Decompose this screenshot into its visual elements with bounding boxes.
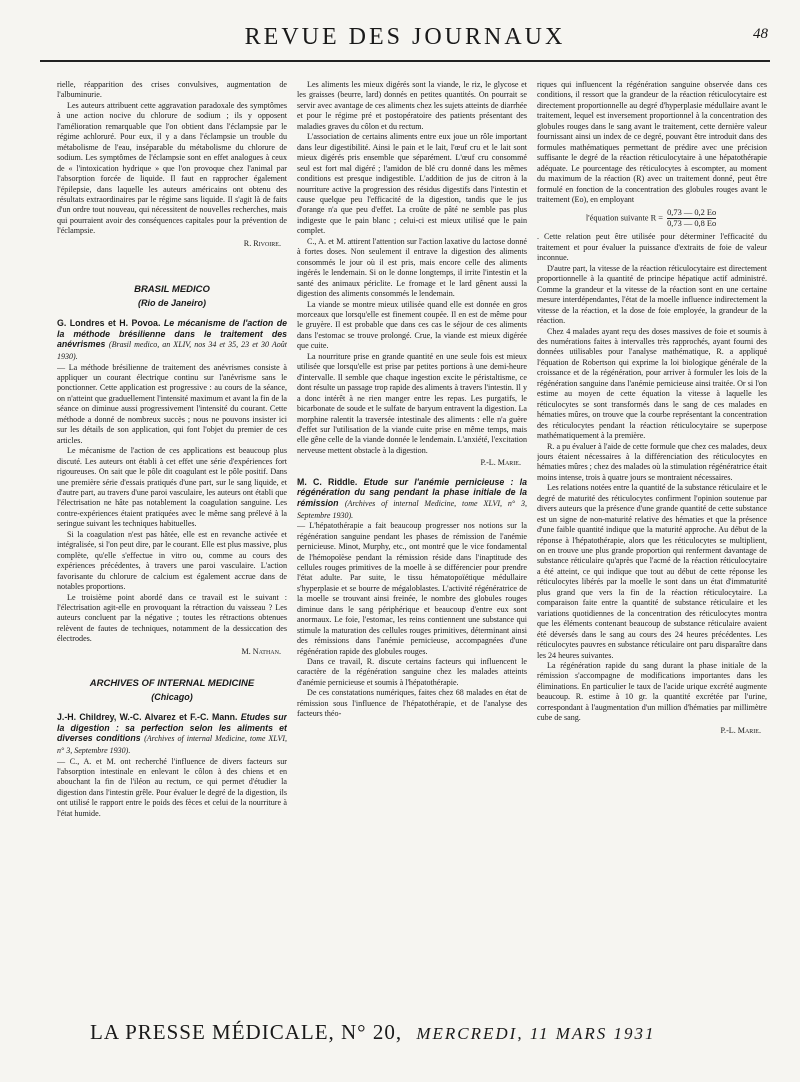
signature: R. Rivoire.	[243, 238, 281, 248]
equation-fraction	[667, 208, 716, 229]
source-journal-title: ARCHIVES OF INTERNAL MEDICINE	[89, 678, 255, 690]
equation	[537, 208, 767, 229]
paragraph: C., A. et M. attirent l'attention sur l'action laxative du lactose donné à fortes doses. Non seulement il entrave la digestion des aliments consommés le jour où il est pris, mais encore celle des aliments ingérés le lendemain. Si on le donne longtemps, il irrite l'intestin et la santé des animaux périclite. Le fromage et le lard gênent aussi la digestion des aliments consommés le lendemain.	[297, 236, 527, 299]
paragraph: — L'hépatothérapie a fait beaucoup progresser nos notions sur la régénération sanguine pendant les phases de rémission de l'anémie pernicieuse. Minot, Murphy, etc., ont montré que le vice fondamental de l'hémopoïèse pendant la rémission réside dans l'inaptitude des cellules rouges primitives de la moelle à se différencier pour prendre l'état adulte. Par suite, le tissu hématopoïétique médullaire s'hyperplasie et se bourre de mégaloblastes. L'activité régénératrice de la moelle se trouvant ainsi freinée, le nombre des globules rouges diminue dans le sang périphérique et beaucoup d'entre eux sont anormaux. Le foie, l'estomac, les reins contiennent une substance qui stimule la maturation des cellules rouges primitives, déterminant ainsi des rémissions dans l'anémie pernicieuse, accompagnées d'une régénération rapide des globules rouges.	[297, 521, 527, 656]
paragraph: riques qui influencent la régénération sanguine observée dans ces conditions, il ressort que la grandeur de la réaction réticulocytaire est directement proportionnelle au degré d'hyperplasie médullaire avant le traitement, lequel est inversement proportionnel à la concentration des globules rouges dans le sang avant le traitement, cette dernière valeur fournissant ainsi un index de ce degré, pouvant être introduit dans des formules mathématiques permettant de prédire avec une précision suffisante le degré de la réaction réticulocytaire à une hépatothérapie adéquate. Le pourcentage des réticulocytes à escompter, au moment du maximum de la réaction (R) avec un traitement donné, peut être formulé en fonction de la concentration des globules rouges avant le traitement (Eo), en employant	[537, 80, 767, 204]
article-heading	[57, 712, 287, 756]
signature: M. Nathan.	[241, 646, 281, 656]
paragraph: R. a pu évaluer à l'aide de cette formule que chez ces malades, deux jours étaient nécessaires à la différenciation des réticulocytes en hématies mûres ; chez des malades où la stimulation régénératrice était moins intense, trois à quatre jours se montraient nécessaires.	[537, 441, 767, 482]
paragraph: D'autre part, la vitesse de la réaction réticulocytaire est directement proportionnelle à la quantité de principe hépatique actif administré. Comme la grandeur et la vitesse de la réaction sont en une certaine mesure interdépendantes, l'état de la moelle influence indirectement la vitesse de la réaction, et la dose de foie employée, la grandeur de la réaction.	[537, 263, 767, 326]
paragraph: La nourriture prise en grande quantité en une seule fois est mieux utilisée que lorsqu'elle est prise par petites portions à une demi-heure d'intervalle. Il semble que chaque ingestion excite le péristaltisme, ce dont résulte un passage trop rapide des aliments à travers l'intestin. Il y a donc intérêt à ne rien manger entre les repas. Les purgatifs, le bicarbonate de soude et le sulfate de baryum entravent la digestion. La morphine ralentit la traversée intestinale des aliments : elle n'a guère d'effet sur l'utilisation de la viande cuite prise en même temps, mais elle gêne celle de la viande donnée le lendemain. L'anxiété, l'excitation nerveuse mettent obstacle à la digestion.	[297, 351, 527, 455]
article-reference: (Archives of internal Medicine, tome XLVI, n° 3, Septembre 1930).	[57, 734, 287, 755]
article-reference: (Brasil medico, an XLIV, nos 34 et 35, 23 et 30 Août 1930).	[57, 340, 287, 361]
paragraph: Dans ce travail, R. discute certains facteurs qui influencent le caractère de la régénération sanguine chez les malades atteints d'anémie pernicieuse et soumis à l'hépatothérapie.	[297, 657, 527, 687]
paragraph: De ces constatations numériques, faites chez 68 malades en état de rémission sous l'influence de l'hépatothérapie, et de l'analyse des facteurs théo-	[297, 688, 527, 719]
article-authors: M. C. Riddle.	[297, 476, 358, 487]
article-authors: G. Londres et H. Povoa.	[57, 318, 161, 329]
paragraph: Le troisième point abordé dans ce travail est le suivant : l'électrisation agit-elle en provoquant la rétraction du vaisseau ? Les auteurs concluent par la négative ; toutes les rétractions obtenues relèvent de fautes de techniques, notamment de la dessiccation des électrodes.	[57, 592, 287, 644]
article-title: Etude sur l'anémie pernicieuse : la régénération du sang pendant la phase initiale de la rémission	[297, 476, 527, 508]
paragraph: Les aliments les mieux digérés sont la viande, le riz, le glycose et les graisses (beurre, lard) donnés en petites quantités. On pourrait se servir avec avantage de ces aliments chez les sujets atteints de diarrhée et pour le régime pré et postopératoire des patients présentant des maladies graves du côlon et du rectum.	[297, 80, 527, 131]
source-journal-title: BRASIL MEDICO	[134, 284, 210, 296]
paragraph: — C., A. et M. ont recherché l'influence de divers facteurs sur l'absorption intestinale en enlevant le côlon à des chiens et en abouchant la fin de l'iléon au rectum, ce qui permet d'étudier la digestion dans l'intestin grêle. Pour évaluer le degré de la digestion, ils ont utilisé le rapport entre le poids des fèces et celui de la nourriture à l'état humide.	[57, 756, 287, 818]
paragraph: L'association de certains aliments entre eux joue un rôle important dans leur digestibilité. Ainsi le pain et le lait, l'œuf cru et le lait sont mieux digérés pris ensemble que séparément. L'œuf cru consommé seul est fort mal digéré ; l'amidon de blé cru donné dans les mêmes conditions est presque indigestible. L'addition de jus de citron à la nourriture active la progression des résidus digestifs dans l'intestin et cause quelque peu l'efficacité de la digestion, tandis que le jus d'orange n'a que peu d'effet. La croûte de pâté ne semble pas plus indigeste que le pain blanc ; celui-ci est mieux utilisé que le pain complet.	[297, 132, 527, 236]
column-3	[537, 80, 767, 1015]
article-authors: J.-H. Childrey, W.-C. Alvarez et F.-C. Mann.	[57, 712, 238, 723]
paragraph: La régénération rapide du sang durant la phase initiale de la rémission s'accompagne de modifications importantes dans les éliminations. En particulier le taux de l'acide urique excrété augmente beaucoup. R. estime à 10 gr. la quantité excrétée par l'urine, correspondant à l'augmentation d'un million d'hématies par millimètre cube de sang.	[537, 661, 767, 723]
page-header	[40, 20, 770, 62]
signature: P.-L. Marie.	[480, 458, 521, 468]
column-1	[57, 80, 287, 1015]
paragraph: rielle, réapparition des crises convulsives, augmentation de l'albuminurie.	[57, 80, 287, 100]
source-journal-location: (Chicago)	[151, 691, 193, 702]
equation-lead: l'équation suivante R =	[585, 213, 663, 223]
source-journal-location: (Rio de Janeiro)	[137, 297, 206, 308]
article-title: Etudes sur la digestion : sa perfection selon les aliments et diverses conditions	[57, 712, 287, 744]
article-columns	[57, 80, 769, 1015]
article-heading	[297, 477, 527, 521]
paragraph: Les auteurs attribuent cette aggravation paradoxale des symptômes à une action nocive du chlorure de sodium ; ils y opposent l'amélioration remarquable que l'on obtient dans l'éclampsie par le régime achloruré. Pour eux, il y a dans l'éclampsie un trouble du métabolisme de l'eau, inséparable du métabolisme du chlorure de sodium. Les symptômes de l'éclampsie sont en effet analogues à ceux de « l'intoxication hydrique » que l'on provoque chez l'animal par l'absorption forcée de liquide. Il faut en rapprocher également l'épilepsie, dans laquelle les auteurs américains ont obtenu des résultats extraordinaires par le régime sans liquide. Il s'agit là de faits d'un ordre tout nouveau, qui nécessitent de nouvelles recherches, mais qui pourraient avoir des conséquences capitales pour la prévention de l'éclampsie.	[57, 100, 287, 236]
article-reference: (Archives of internal Medicine, tome XLVI, n° 3, Septembre 1930).	[297, 498, 527, 520]
paragraph: . Cette relation peut être utilisée pour déterminer l'efficacité du traitement et pour évaluer la puissance d'extraits de foie de valeur inconnue.	[537, 232, 767, 263]
paragraph: La viande se montre mieux utilisée quand elle est donnée en gros morceaux que lorsqu'elle est finement coupée. Il en est de même pour le gruyère. Il est probable que dans ces cas le séjour de ces aliments dans l'estomac se trouve prolongé. Crue, la viande est mieux digérée que cuite.	[297, 299, 527, 351]
column-2	[297, 80, 527, 1015]
equation-denominator: 0,73 — 0,8 Eo	[667, 219, 717, 229]
paragraph: Chez 4 malades ayant reçu des doses massives de foie et soumis à des numérations faites à intervalles très rapprochés, ayant fourni des données utilisables pour l'analyse mathématique, R. a appliqué l'équation de Robertson qui exprime la loi biologique générale de la croissance et de la régénération, pour arriver à formuler les lois de la régénération sanguine dans l'anémie pernicieuse ainsi traitée. Or si l'on estime au moyen de cette équation la vitesse à laquelle les réticulocytes se sont transformés dans le sang de ces malades en hématies mûres, on trouve que la courbe représentant la concentration des réticulocytes pendant la réaction réticulocytaire se superpose mathématiquement à la première.	[537, 326, 767, 441]
paragraph: Le mécanisme de l'action de ces applications est beaucoup plus discuté. Les auteurs ont établi à cet effet une série d'expériences fort rigoureuses. On sait que le pôle dit coagulant est le pôle positif. Dans une première série d'essais pratiqués d'une part, sur le sang liquide, et d'autre part, au travers d'une paroi vasculaire, les auteurs ont établi que l'électrisation ne hâte pas notablement la coagulation sanguine. Les contre-expériences étaient pratiquées avec le même sang prélevé à la seringue suivant les techniques habituelles.	[57, 446, 287, 529]
equation-numerator: 0,73 — 0,2 Eo	[667, 208, 717, 218]
page-footer	[90, 1020, 760, 1054]
issue-date: MERCREDI, 11 MARS 1931	[416, 1024, 656, 1043]
page-number: 48	[753, 26, 768, 42]
article-heading	[57, 318, 287, 362]
paragraph: — La méthode brésilienne de traitement des anévrismes consiste à appliquer un courant électrique continu sur l'anévrisme sans le ponctionner. Cette application est progressive : au cours de la séance, on n'atteint que graduellement l'intensité maximum et avant la fin de la séance on diminue aussi progressivement l'intensité du courant. Cette méthode a donné de nombreux succès ; nous ne pouvons insister ici sur les détails de son application, qui font l'objet du premier de ces articles.	[57, 362, 287, 445]
paragraph: Les relations notées entre la quantité de la substance réticulaire et le degré de maturité des réticulocytes confirment l'opinion soutenue par divers auteurs que la présence d'une grande quantité de cette substance est un signe de non-maturité relative des hématies et que la présence d'une faible quantité indique que la maturité approche. Au début de la réponse à l'hépatothérapie, alors que les réticulocytes se multiplient, on en trouve une plus grande proportion qui renferment davantage de substance réticulaire qu'après que l'acmé de la réaction réticulocytaire a été atteint, ce qui indique que tout au début de cette réponse les réticulocytes libérés par la moelle le sont dans un état d'immaturité plus grand que vers la fin de la réaction réticulocytaire. La comparaison faite entre la quantité de substance réticulaire et les variations quotidiennes de la concentration des réticulocytes montra que les éléments contenant beaucoup de substance réticulaire avaient été déversés dans le sang au cours des 24 heures précédentes. Les réticulocytes pauvres en substance réticulaire ont paru disparaître dans les 24 heures suivantes.	[537, 483, 767, 660]
journal-section-title: REVUE DES JOURNAUX	[244, 24, 566, 50]
article-title: Le mécanisme de l'action de la méthode brésilienne dans le traitement des anévrismes	[57, 318, 287, 350]
signature: P.-L. Marie.	[720, 725, 761, 735]
journal-name: LA PRESSE MÉDICALE, N° 20,	[90, 1020, 403, 1044]
paragraph: Si la coagulation n'est pas hâtée, elle est en revanche activée et intégralisée, si l'on peut dire, par le courant. Elle est plus massive, plus complète, qu'elle s'effectue in vitro ou, comme au cours des expériences précédentes, à travers une paroi vasculaire. L'action favorisante du chlorure de calcium est également accrue dans de notables proportions.	[57, 529, 287, 592]
